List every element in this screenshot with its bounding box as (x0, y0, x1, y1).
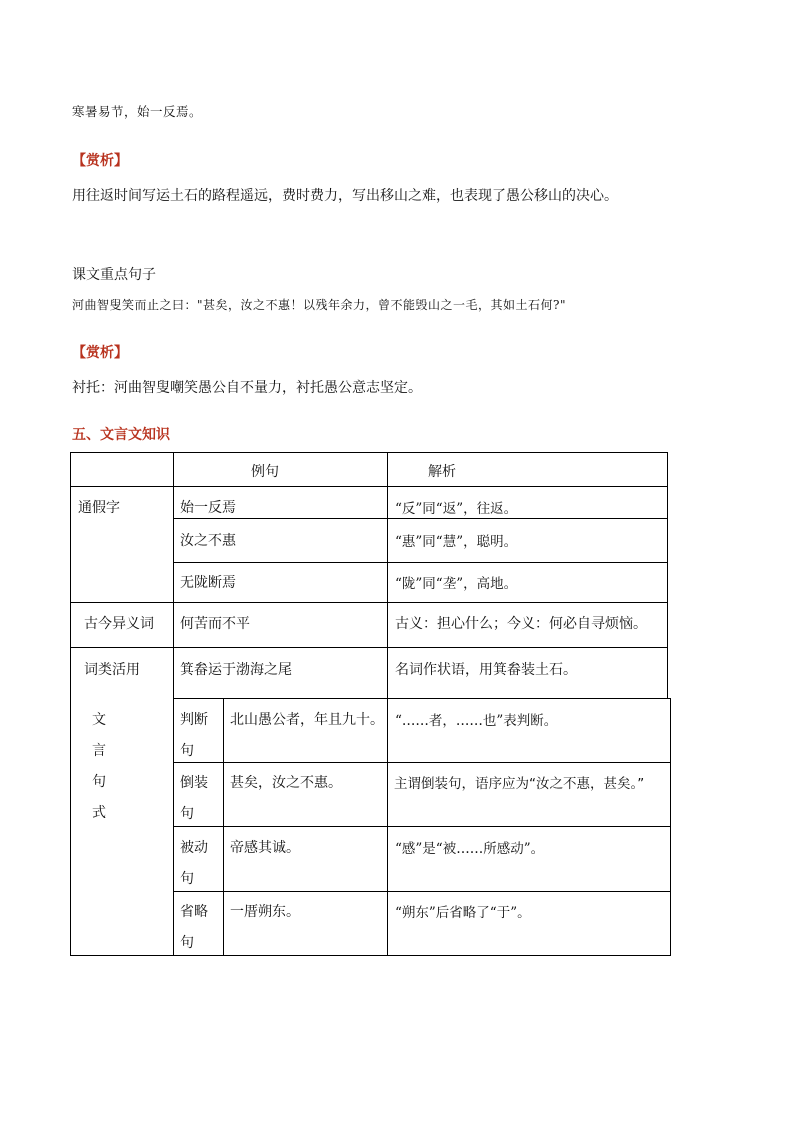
cilei-example: 箕畚运于渤海之尾 (180, 662, 292, 678)
cilei-label: 词类活用 (84, 662, 140, 678)
jushi-type-2-a: 倒装 (180, 775, 208, 791)
section-title: 五、文言文知识 (72, 427, 170, 443)
appreciation-text-1: 用往返时间写运土石的路程遥远，费时费力，写出移山之难，也表现了愚公移山的决心。 (72, 188, 618, 204)
gujin-example: 何苦而不平 (180, 616, 250, 632)
jushi-type-1-b: 句 (180, 743, 194, 759)
jushi-label-char-3: 句 (92, 774, 106, 790)
tongjia-example-1: 始一反焉 (180, 500, 236, 516)
tongjia-label: 通假字 (78, 500, 120, 516)
jushi-type-4-a: 省略 (180, 904, 208, 920)
jushi-analysis-3: “感”是“被……所感动”。 (395, 841, 545, 857)
header-analysis: 解析 (428, 464, 456, 480)
jushi-analysis-4: “朔东”后省略了“于”。 (395, 905, 531, 921)
jushi-example-2: 甚矣，汝之不惠。 (230, 775, 342, 791)
jushi-label-char-4: 式 (92, 805, 106, 821)
jushi-example-3: 帝感其诚。 (230, 840, 300, 856)
key-sentence-heading: 课文重点句子 (72, 267, 156, 283)
jushi-example-4: 一厝朔东。 (230, 904, 300, 920)
tongjia-example-2: 汝之不惠 (180, 533, 236, 549)
jushi-label-char-1: 文 (92, 712, 106, 728)
jushi-label-char-2: 言 (92, 743, 106, 759)
jushi-type-2-b: 句 (180, 806, 194, 822)
tongjia-analysis-1: “反”同“返”，往返。 (395, 501, 518, 517)
header-example: 例句 (251, 464, 279, 480)
appreciation-text-2: 衬托：河曲智叟嘲笑愚公自不量力，衬托愚公意志坚定。 (72, 380, 422, 396)
tongjia-analysis-3: “陇”同“垄”，高地。 (395, 576, 518, 592)
jushi-type-4-b: 句 (180, 935, 194, 951)
jushi-type-3-b: 句 (180, 871, 194, 887)
gujin-analysis: 古义：担心什么；今义：何必自寻烦恼。 (395, 616, 647, 632)
jushi-example-1: 北山愚公者，年且九十。 (230, 712, 384, 728)
jushi-type-3-a: 被动 (180, 840, 208, 856)
jushi-analysis-1: “……者，……也”表判断。 (395, 713, 558, 729)
top-line: 寒暑易节，始一反焉。 (72, 104, 203, 119)
appreciation-label-2: 【赏析】 (72, 345, 128, 361)
key-sentence-quote: 河曲智叟笑而止之曰："甚矣，汝之不惠！以残年余力，曾不能毁山之一毛，其如土石何?" (72, 298, 566, 312)
appreciation-label-1: 【赏析】 (72, 153, 128, 169)
tongjia-analysis-2: “惠”同“慧”，聪明。 (395, 534, 518, 550)
jushi-type-1-a: 判断 (180, 712, 208, 728)
jushi-analysis-2: 主谓倒装句，语序应为“汝之不惠，甚矣。” (394, 776, 645, 792)
tongjia-example-3: 无陇断焉 (180, 575, 236, 591)
cilei-analysis: 名词作状语，用箕畚装土石。 (395, 662, 577, 678)
gujin-label: 古今异义词 (84, 616, 154, 632)
